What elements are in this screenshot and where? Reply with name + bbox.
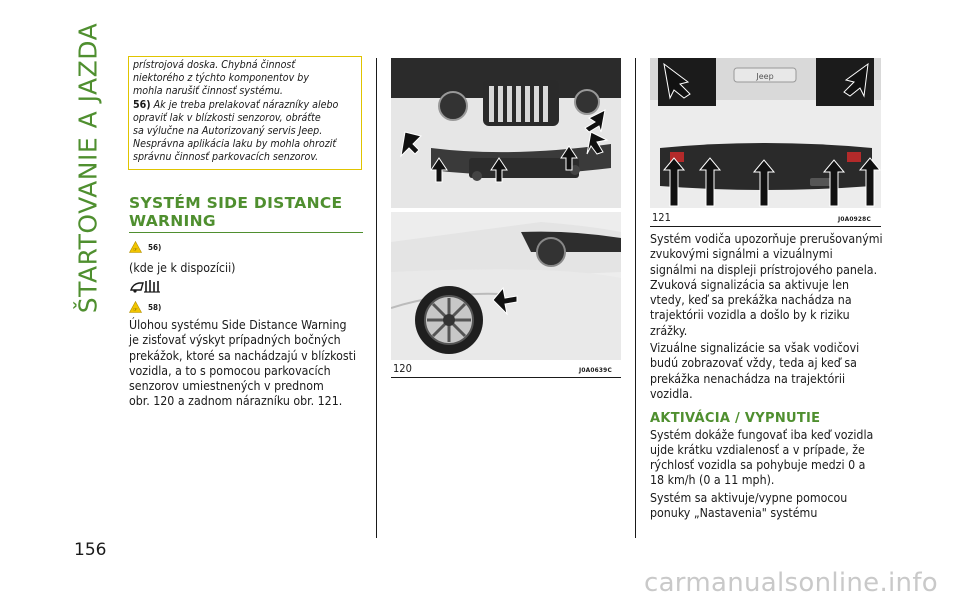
figure-120-side-photo [391, 212, 621, 360]
warning-line: správnu činnosť parkovacích senzorov. [133, 151, 319, 164]
warning-triangle-icon [129, 241, 142, 253]
body-line: prekážka nenachádza na trajektórii [650, 371, 846, 386]
rear-car-illustration [650, 58, 881, 208]
figure-120-rule [391, 377, 621, 378]
body-line: vozidla, a to s pomocou parkovacích [129, 363, 331, 378]
body-line: Vizuálne signalizácie sa však vodičovi [650, 341, 860, 356]
warning-triangle-icon [129, 301, 142, 313]
paragraph-1 [650, 232, 886, 339]
warning-line: sa výlučne na Autorizovaný servis Jeep. [133, 125, 323, 138]
watermark: carmanualsonline.info [643, 568, 938, 598]
figure-121-number: 121 [652, 211, 671, 224]
body-line: Úlohou systému Side Distance Warning [129, 318, 347, 332]
figure-121-code: J0A0928C [838, 215, 871, 223]
body-line: Zvuková signalizácia sa aktivuje len [650, 277, 850, 292]
column-divider [635, 58, 636, 538]
warning-line: Ak je treba prelakovať nárazníky alebo [153, 98, 339, 111]
body-line: ujde krátku vzdialenosť a v prípade, že [650, 442, 865, 457]
body-line: prekážok, ktoré sa nachádzajú v blízkosti [129, 348, 357, 363]
figure-120-number: 120 [393, 362, 412, 375]
body-line: ponuky „Nastavenia" systému [650, 506, 818, 521]
figure-121-rear-photo [650, 58, 881, 208]
warning-line: Nesprávna aplikácia laku by mohla ohroziť [133, 138, 337, 151]
body-line: zrážky. [650, 323, 688, 338]
front-car-illustration [391, 58, 621, 208]
body-line: senzorov umiestnených v prednom [129, 379, 324, 394]
page-number: 156 [74, 540, 107, 560]
section-heading-line2: WARNING [129, 212, 216, 230]
body-line: Systém dokáže fungovať iba keď vozidla [650, 427, 874, 442]
body-line: Systém sa aktivuje/vypne pomocou [650, 490, 848, 505]
side-distance-car-icon [129, 278, 163, 294]
body-line: signálmi na displeji prístrojového panela. [650, 262, 878, 277]
body-line: vozidla. [650, 386, 693, 401]
availability-note: (kde je k dispozícii) [129, 261, 236, 275]
figure-120-front-photo [391, 58, 621, 208]
column-divider [376, 58, 377, 538]
rear-badge-text: Jeep [756, 72, 774, 81]
chapter-side-title [62, 22, 114, 314]
section-heading [129, 194, 363, 230]
paragraph-2 [650, 341, 886, 402]
warning-line: niektorého z týchto komponentov by [133, 72, 309, 85]
subheading-activation: AKTIVÁCIA / VYPNUTIE [650, 411, 821, 427]
svg-text:☞: ☞ [133, 307, 138, 313]
body-line: vtedy, keď sa prekážka nachádza na [650, 293, 852, 308]
chapter-side-title-text: ŠTARTOVANIE A JAZDA [73, 22, 103, 314]
warning-line: opraviť lak v blízkosti senzorov, obráťte [133, 111, 321, 124]
right-column-text [650, 232, 886, 521]
warning-item [133, 99, 357, 112]
note-reference [129, 241, 161, 253]
body-line: je zisťovať výskyt prípadných bočných [129, 333, 341, 348]
svg-text:☞: ☞ [133, 247, 138, 253]
body-line: 18 km/h (0 a 11 mph). [650, 473, 775, 488]
section-heading-line1: SYSTÉM SIDE DISTANCE [129, 194, 343, 212]
warning-line: prístrojová doska. Chybná činnosť [133, 59, 296, 71]
note-ref-number: 58) [148, 302, 162, 312]
section-body [129, 318, 365, 410]
side-car-illustration [391, 212, 621, 360]
paragraph-4 [650, 491, 886, 522]
note-reference [129, 301, 161, 313]
paragraph-3 [650, 428, 886, 489]
body-line: obr. 120 a zadnom nárazníku obr. 121. [129, 394, 343, 409]
heading-underline [129, 232, 363, 233]
warning-line: mohla narušiť činnosť systému. [133, 85, 283, 98]
figure-120-code: J0A0639C [579, 366, 612, 374]
body-line: rýchlosť vozidla sa pohybuje medzi 0 a [650, 458, 866, 473]
body-line: Systém vodiča upozorňuje prerušovanými [650, 232, 883, 246]
warning-box [128, 56, 362, 170]
body-line: trajektórii vozidla a došlo by k riziku [650, 308, 850, 323]
note-ref-number: 56) [148, 242, 162, 252]
body-line: budú zobrazovať vždy, teda aj keď sa [650, 356, 857, 371]
body-line: zvukovými signálmi a vizuálnymi [650, 247, 833, 262]
figure-121-rule [650, 226, 881, 227]
warning-ref: 56) [133, 98, 151, 111]
